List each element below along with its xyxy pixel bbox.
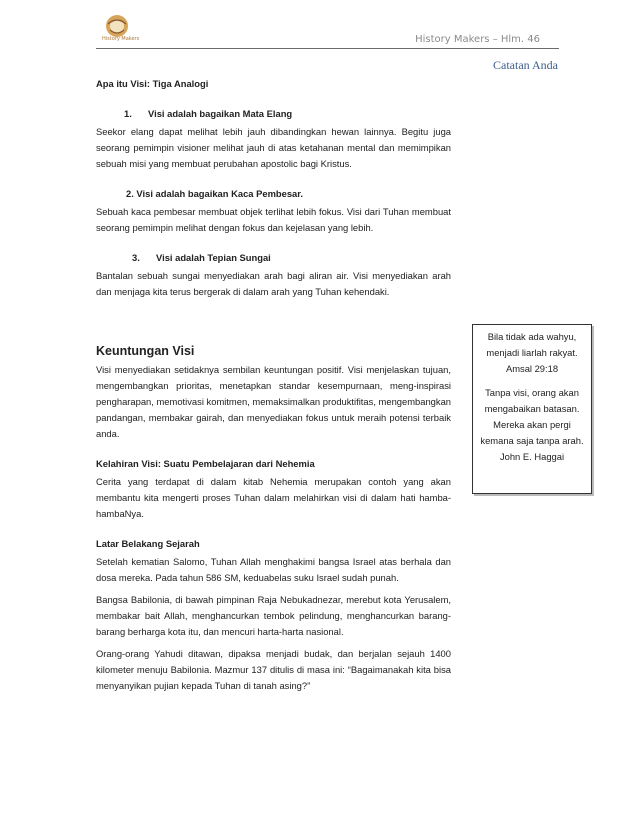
paragraph-riverbank: Bantalan sebuah sungai menyediakan arah bagi aliran air. Visi menyediakan arah dan menjaga kita terus bergerak di dalam arah yang Tuhan kehendaki. xyxy=(96,270,451,297)
main-content xyxy=(96,70,451,694)
paragraph-history-2: Bangsa Babilonia, di bawah pimpinan Raja Nebukadnezar, merebut kota Yerusalem, membakar bait Allah, menghancurkan tembok pelindung, menghancurkan barang-barang berharga kota itu, dan mencuri harta-harta nasional. xyxy=(96,594,451,637)
quote-line: kemana saja tanpa arah. xyxy=(480,435,584,446)
quote-line: Mereka akan pergi xyxy=(493,419,571,430)
subheading-number: 3. xyxy=(132,252,140,263)
quote-reference: John E. Haggai xyxy=(499,451,565,462)
subheading-number: 1. xyxy=(124,108,132,119)
paragraph-magnifier: Sebuah kaca pembesar membuat objek terlihat lebih fokus. Visi dari Tuhan membuat seorang pemimpin melihat dengan fokus dan kejelasan yang lebih. xyxy=(96,206,451,233)
section-heading-analogies: Apa itu Visi: Tiga Analogi xyxy=(96,78,209,89)
subheading-title: Visi adalah Tepian Sungai xyxy=(156,252,271,263)
margin-notes-label: Catatan Anda xyxy=(493,58,558,72)
quote-reference: Amsal 29:18 xyxy=(505,363,559,374)
quote-line: Bila tidak ada wahyu, xyxy=(487,331,577,342)
subheading-eagle xyxy=(96,106,451,122)
paragraph-history-3: Orang-orang Yahudi ditawan, dipaksa menjadi budak, dan berjalan sejauh 1400 kilometer menuju Babilonia. Mazmur 137 ditulis di masa ini: “Bagaimanakah kita bisa menyanyikan pujian kepada Tuhan di tanah asing?” xyxy=(96,648,451,691)
subheading-riverbank xyxy=(96,250,451,266)
quote-box xyxy=(472,324,592,494)
paragraph-history-1: Setelah kematian Salomo, Tuhan Allah menghakimi bangsa Israel atas berhala dan dosa mereka. Pada tahun 586 SM, keduabelas suku Israel sudah punah. xyxy=(96,556,451,583)
section-heading-nehemiah: Kelahiran Visi: Suatu Pembelajaran dari Nehemia xyxy=(96,458,315,469)
section-heading-history: Latar Belakang Sejarah xyxy=(96,538,200,549)
subheading-title: Visi adalah bagaikan Mata Elang xyxy=(148,108,293,119)
paragraph-benefits: Visi menyediakan setidaknya sembilan keuntungan positif. Visi menjelaskan tujuan, mengembangkan prioritas, menetapkan standar kesempurnaan, meng-inspirasi pengharapan, memotivasi komitmen, memaksimalkan produktifitas, mengembangkan pandangan, membakar gairah, dan menyediakan fokus untuk meraih potensi terbaik anda. xyxy=(96,364,451,439)
paragraph-nehemiah: Cerita yang terdapat di dalam kitab Nehemia merupakan contoh yang akan membantu kita mengerti proses Tuhan dalam melahirkan visi di dalam hati hamba-hambaNya. xyxy=(96,476,451,519)
paragraph-eagle: Seekor elang dapat melihat lebih jauh dibandingkan hewan lainnya. Begitu juga seorang pemimpin visioner melihat jauh di atas ketahanan mental dan memimpikan sebuah misi yang membuat perubahan apostolic bagi Kristus. xyxy=(96,126,451,169)
header-title: History Makers – Hlm. 46 xyxy=(415,34,540,45)
quote-line: Tanpa visi, orang akan xyxy=(485,387,579,398)
section-heading-benefits: Keuntungan Visi xyxy=(96,344,195,358)
header-divider xyxy=(96,48,559,49)
logo-text: History Makers xyxy=(102,36,140,42)
quote-line: menjadi liarlah rakyat. xyxy=(486,347,578,358)
quote-line: mengabaikan batasan. xyxy=(484,403,580,414)
subheading-magnifier: 2. Visi adalah bagaikan Kaca Pembesar. xyxy=(126,188,304,199)
